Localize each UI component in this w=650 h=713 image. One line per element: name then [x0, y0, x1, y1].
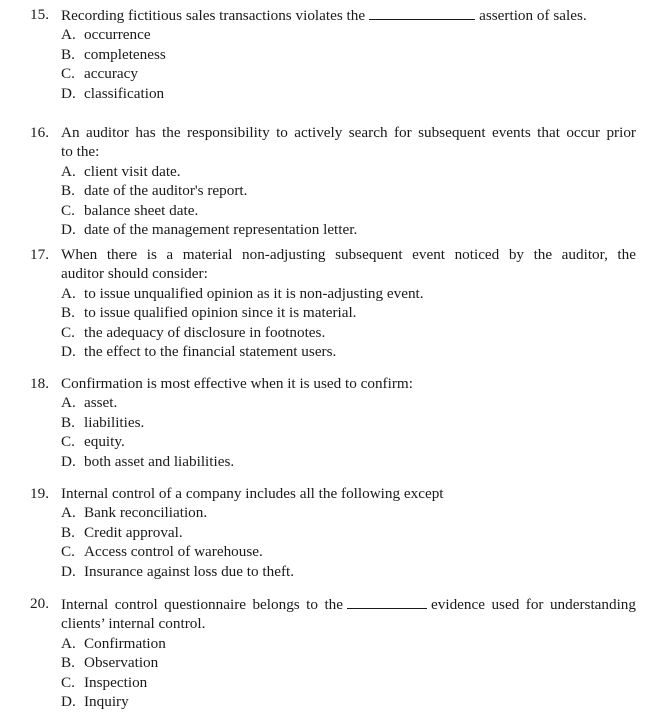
option-c	[61, 432, 636, 451]
option-text: both asset and liabilities.	[84, 452, 235, 470]
question-number: 18.	[30, 375, 49, 392]
option-text: Bank reconciliation.	[84, 504, 208, 522]
option-letter: D.	[61, 452, 76, 470]
option-letter: D.	[61, 342, 76, 360]
stem-text: evidence used for understanding	[431, 596, 636, 613]
option-letter: A.	[61, 162, 76, 180]
question-stem: Internal control of a company includes all the following except	[61, 485, 444, 502]
option-b	[61, 303, 636, 322]
option-a	[61, 503, 636, 522]
option-text: the adequacy of disclosure in footnotes.	[84, 323, 326, 341]
option-a	[61, 162, 636, 181]
option-text: Credit approval.	[84, 523, 183, 541]
answer-blank	[347, 594, 427, 609]
stem-line: to the:	[61, 143, 100, 161]
question-18	[30, 374, 636, 471]
option-a	[61, 634, 636, 653]
option-text: the effect to the financial statement users.	[84, 342, 337, 360]
option-text: Observation	[84, 654, 159, 672]
stem-text: Internal control questionnaire belongs to the	[61, 596, 344, 613]
options-list	[61, 25, 636, 103]
question-20	[30, 594, 636, 711]
question-17	[30, 245, 636, 361]
question-number: 20.	[30, 595, 49, 612]
answer-blank	[369, 5, 475, 20]
stem-line: When there is a material non-adjusting subsequent event noticed by the auditor, the	[61, 246, 636, 263]
option-d	[61, 452, 636, 471]
option-letter: B.	[61, 413, 75, 431]
option-c	[61, 542, 636, 561]
options-list	[61, 393, 636, 471]
stem-line: auditor should consider:	[61, 265, 208, 283]
option-a	[61, 25, 636, 44]
option-letter: C.	[61, 201, 75, 219]
option-a	[61, 284, 636, 303]
question-stem	[61, 5, 636, 25]
option-text: Inspection	[84, 673, 148, 691]
option-text: completeness	[84, 45, 166, 63]
option-c	[61, 201, 636, 220]
option-letter: C.	[61, 323, 75, 341]
option-text: liabilities.	[84, 413, 145, 431]
option-letter: D.	[61, 84, 76, 102]
question-number: 16.	[30, 124, 49, 141]
option-text: to issue qualified opinion since it is material.	[84, 304, 357, 322]
option-text: Confirmation	[84, 634, 166, 652]
option-letter: D.	[61, 562, 76, 580]
option-a	[61, 393, 636, 412]
option-d	[61, 342, 636, 361]
option-text: Insurance against loss due to theft.	[84, 562, 295, 580]
stem-text: assertion of sales.	[479, 7, 587, 24]
option-c	[61, 323, 636, 342]
option-text: client visit date.	[84, 162, 181, 180]
option-letter: D.	[61, 220, 76, 238]
option-text: to issue unqualified opinion as it is non-adjusting event.	[84, 284, 424, 302]
question-number: 19.	[30, 485, 49, 502]
option-letter: D.	[61, 692, 76, 710]
option-letter: A.	[61, 504, 76, 522]
option-d	[61, 84, 636, 103]
question-19	[30, 484, 636, 581]
option-text: classification	[84, 84, 165, 102]
option-d	[61, 220, 636, 239]
option-b	[61, 181, 636, 200]
question-stem	[61, 245, 636, 284]
stem-line: An auditor has the responsibility to actively search for subsequent events that occur prior	[61, 124, 636, 141]
question-stem: Confirmation is most effective when it is used to confirm:	[61, 375, 413, 392]
option-letter: B.	[61, 654, 75, 672]
option-letter: A.	[61, 634, 76, 652]
option-letter: C.	[61, 433, 75, 451]
option-letter: B.	[61, 523, 75, 541]
option-letter: A.	[61, 394, 76, 412]
option-b	[61, 653, 636, 672]
option-d	[61, 562, 636, 581]
option-letter: C.	[61, 65, 75, 83]
option-letter: B.	[61, 45, 75, 63]
options-list	[61, 503, 636, 581]
options-list	[61, 284, 636, 362]
option-text: Access control of warehouse.	[84, 543, 263, 561]
stem-line	[61, 594, 636, 614]
option-letter: C.	[61, 673, 75, 691]
option-letter: A.	[61, 284, 76, 302]
option-text: equity.	[84, 433, 125, 451]
option-b	[61, 523, 636, 542]
stem-text: Recording fictitious sales transactions violates the	[61, 7, 366, 24]
question-number: 15.	[30, 6, 49, 23]
option-text: date of the management representation letter.	[84, 220, 358, 238]
question-stem	[61, 123, 636, 162]
question-16	[30, 123, 636, 239]
option-text: occurrence	[84, 26, 151, 44]
option-c	[61, 673, 636, 692]
stem-line: clients’ internal control.	[61, 615, 206, 633]
option-text: Inquiry	[84, 692, 129, 710]
option-text: asset.	[84, 394, 118, 412]
options-list	[61, 634, 636, 712]
option-letter: B.	[61, 182, 75, 200]
option-text: date of the auditor's report.	[84, 182, 248, 200]
option-letter: A.	[61, 26, 76, 44]
option-c	[61, 64, 636, 83]
option-text: balance sheet date.	[84, 201, 199, 219]
option-b	[61, 45, 636, 64]
option-letter: B.	[61, 304, 75, 322]
option-b	[61, 413, 636, 432]
option-d	[61, 692, 636, 711]
options-list	[61, 162, 636, 240]
question-stem	[61, 594, 636, 634]
option-text: accuracy	[84, 65, 138, 83]
question-number: 17.	[30, 246, 49, 263]
option-letter: C.	[61, 543, 75, 561]
question-15	[30, 5, 636, 103]
